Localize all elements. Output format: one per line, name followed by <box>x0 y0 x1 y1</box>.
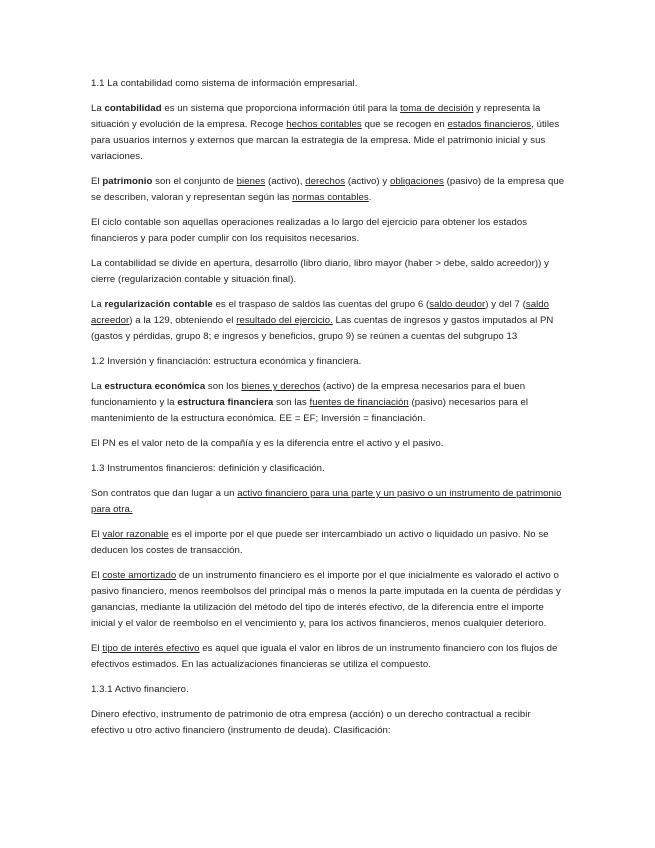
text-run: es aquel que iguala el valor en libros de un instrumento financiero con los flujos de efectivos estimados. En las actualizaciones financieras se utiliza el compuesto. <box>91 643 558 670</box>
paragraph-pn: El PN es el valor neto de la compañía y es la diferencia entre el activo y el pasivo. <box>91 438 444 449</box>
paragraph-estructura <box>91 379 566 427</box>
text-run: El <box>91 176 103 187</box>
paragraph-division-contabilidad: La contabilidad se divide en apertura, desarrollo (libro diario, libro mayor (haber > debe, saldo acreedor)) y cierre (regularización contable y situación final). <box>91 258 549 285</box>
text-run: El <box>91 643 103 654</box>
underlined-term: estados financieros <box>447 119 532 130</box>
text-run: es un sistema que proporciona información útil para la <box>161 103 401 114</box>
underlined-term: toma de decisión <box>400 103 474 114</box>
bold-term: estructura financiera <box>177 397 274 408</box>
underlined-term: bienes y derechos <box>241 381 321 392</box>
text-run: (activo) de la empresa necesarios para el buen funcionamiento y la <box>91 381 526 408</box>
text-run: son el conjunto de <box>152 176 237 187</box>
section-heading: 1.2 Inversión y financiación: estructura económica y financiera. <box>91 356 362 367</box>
underlined-term: normas contables <box>292 192 369 203</box>
section-heading: 1.1 La contabilidad como sistema de información empresarial. <box>91 78 358 89</box>
text-run: (pasivo) de la empresa que se describen, valoran y representan según las <box>91 176 565 203</box>
text-run: Son contratos que dan lugar a un <box>91 488 238 499</box>
underlined-term: activo financiero para una parte y un pasivo o un instrumento de patrimonio para otra. <box>91 488 562 515</box>
paragraph-activo-financiero: Dinero efectivo, instrumento de patrimonio de otra empresa (acción) o un derecho contractual a recibir efectivo u otro activo financiero (instrumento de deuda). Clasificación: <box>91 709 531 736</box>
text-run: (pasivo) necesarios para el mantenimiento de la estructura económica. EE = EF; Inversión = financiación. <box>91 397 529 424</box>
bold-term: regularización contable <box>104 299 213 310</box>
bold-term: patrimonio <box>102 176 153 187</box>
text-run: (activo) y <box>345 176 390 187</box>
text-run: La <box>91 103 105 114</box>
text-run: El <box>91 570 103 581</box>
paragraph-patrimonio <box>91 174 566 206</box>
document-body <box>91 76 566 748</box>
paragraph-contratos <box>91 486 566 518</box>
paragraph-ciclo-contable: El ciclo contable son aquellas operaciones realizadas a lo largo del ejercicio para obtener los estados financieros y para poder cumplir con los requisitos necesarios. <box>91 217 528 244</box>
underlined-term: obligaciones <box>389 176 444 187</box>
section-heading: 1.3.1 Activo financiero. <box>91 684 189 695</box>
text-run: son los <box>205 381 242 392</box>
text-run: de un instrumento financiero es el importe por el que inicialmente es valorado el activo o pasivo financiero, menos reembolsos del principal más o menos la parte imputada en la cuenta de pérdidas y ganancias, mediante la utilización del método del tipo de interés efectivo, de la diferencia entre el importe inicial y el valor de reembolso en el vencimiento y, para los activos financieros, menos cualquier deterioro. <box>91 570 561 629</box>
text-run: La <box>91 381 105 392</box>
paragraph-contabilidad <box>91 101 566 165</box>
text-run: son las <box>273 397 310 408</box>
text-run: ) a la 129, obteniendo el <box>129 315 237 326</box>
underlined-term: valor razonable <box>102 529 169 540</box>
underlined-term: tipo de interés efectivo <box>102 643 200 654</box>
paragraph-coste-amortizado <box>91 568 566 632</box>
text-run: La <box>91 299 105 310</box>
underlined-term: hechos contables <box>286 119 362 130</box>
underlined-term: fuentes de financiación <box>309 397 409 408</box>
text-run: y representa la situación y evolución de la empresa. Recoge <box>91 103 541 130</box>
text-run: , útiles para usuarios internos y externos que marcan la estrategia de la empresa. Mide el patrimonio inicial y sus variaciones. <box>91 119 560 162</box>
underlined-term: derechos <box>305 176 346 187</box>
bold-term: contabilidad <box>104 103 162 114</box>
text-run: es el importe por el que puede ser intercambiado un activo o liquidado un pasivo. No se deducen los costes de transacción. <box>91 529 549 556</box>
text-run: El <box>91 529 103 540</box>
text-run: que se recogen en <box>361 119 448 130</box>
text-run: Las cuentas de ingresos y gastos imputados al PN (gastos y pérdidas, grupo 8; e ingresos y beneficios, grupo 9) se reúnen a cuentas del subgrupo 13 <box>91 315 554 342</box>
paragraph-regularizacion <box>91 297 566 345</box>
underlined-term: bienes <box>236 176 266 187</box>
underlined-term: saldo acreedor <box>91 299 550 326</box>
bold-term: estructura económica <box>104 381 206 392</box>
underlined-term: saldo deudor <box>429 299 486 310</box>
text-run: ) y del 7 ( <box>485 299 526 310</box>
text-run: (activo), <box>265 176 306 187</box>
paragraph-valor-razonable <box>91 527 566 559</box>
section-heading: 1.3 Instrumentos financieros: definición y clasificación. <box>91 463 325 474</box>
text-run: es el traspaso de saldos las cuentas del grupo 6 ( <box>212 299 430 310</box>
paragraph-tipo-interes <box>91 641 566 673</box>
underlined-term: resultado del ejercicio. <box>236 315 333 326</box>
text-run: . <box>368 192 372 203</box>
underlined-term: coste amortizado <box>102 570 177 581</box>
